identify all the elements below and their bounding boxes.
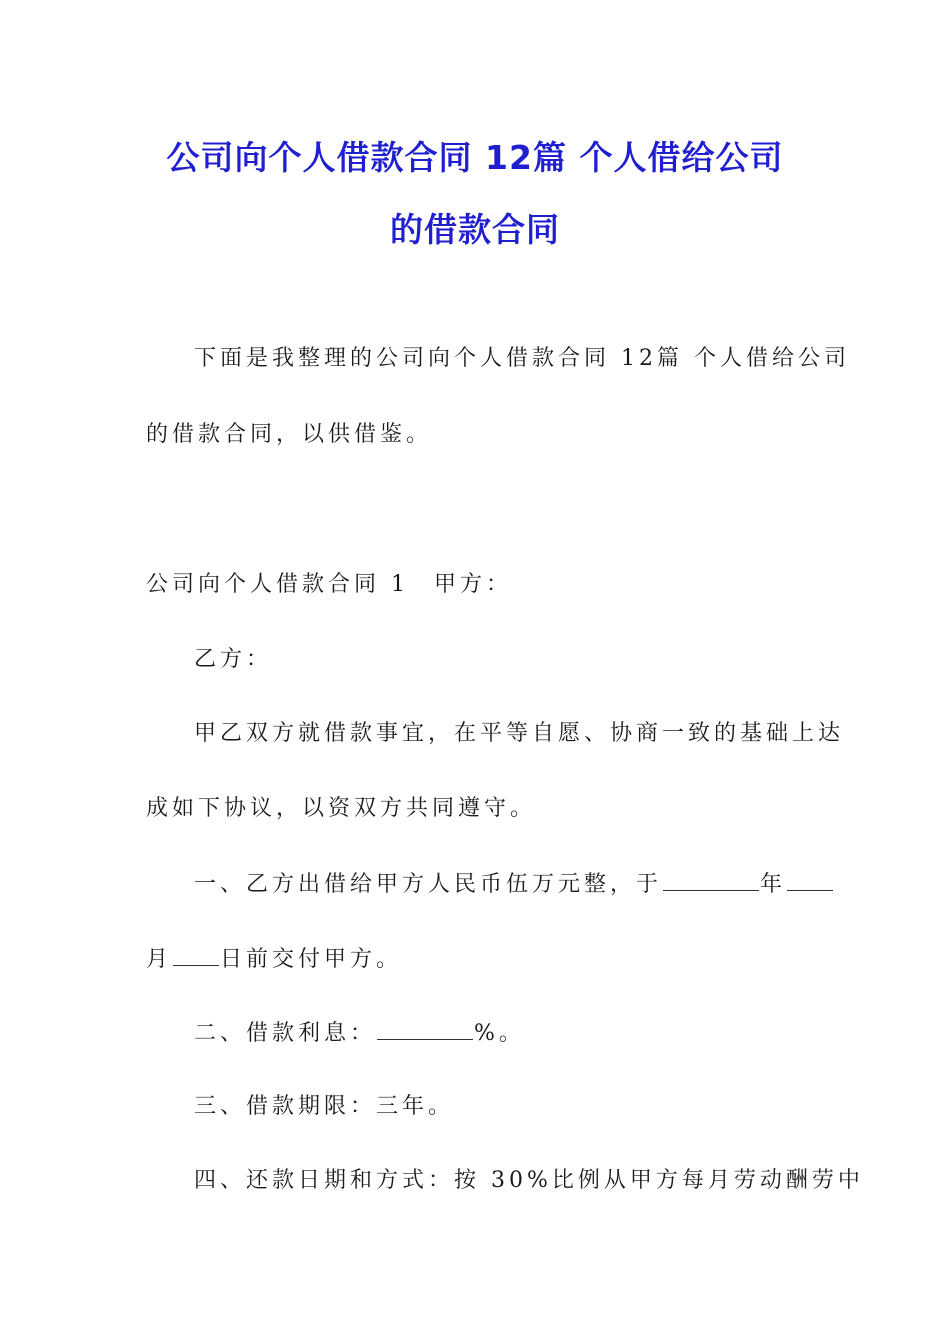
intro-line-1: 下面是我整理的公司向个人借款合同 12篇 个人借给公司 bbox=[194, 346, 850, 371]
day-blank bbox=[173, 943, 219, 966]
preamble-line-1: 甲乙双方就借款事宜，在平等自愿、协商一致的基础上达 bbox=[194, 721, 845, 746]
clause-2-text: 二、借款利息： bbox=[194, 1021, 377, 1046]
clause-1-month-label: 月 bbox=[146, 947, 173, 972]
month-blank-1 bbox=[787, 868, 833, 891]
clause-1-year-label: 年 bbox=[760, 872, 787, 897]
clause-1-line-2 bbox=[146, 943, 402, 975]
clause-1-line-1 bbox=[194, 868, 834, 900]
clause-2 bbox=[194, 1017, 525, 1049]
document-title-line-1: 公司向个人借款合同 12篇 个人借给公司 bbox=[166, 138, 784, 177]
clause-4-line-1: 四、还款日期和方式：按 30%比例从甲方每月劳动酬劳中 bbox=[194, 1168, 864, 1193]
interest-blank bbox=[377, 1017, 473, 1040]
clause-2-end-text: %。 bbox=[474, 1021, 525, 1046]
party-a-label: 甲方： bbox=[434, 572, 513, 597]
preamble-line-2: 成如下协议，以资双方共同遵守。 bbox=[146, 796, 537, 821]
clause-3: 三、借款期限：三年。 bbox=[194, 1094, 455, 1119]
document-title-line-2: 的借款合同 bbox=[390, 210, 560, 249]
year-blank bbox=[663, 868, 759, 891]
intro-line-2: 的借款合同，以供借鉴。 bbox=[146, 422, 433, 447]
clause-1-text: 一、乙方出借给甲方人民币伍万元整，于 bbox=[194, 872, 663, 897]
clause-1-end-text: 日前交付甲方。 bbox=[220, 947, 403, 972]
party-b-label: 乙方： bbox=[194, 647, 273, 672]
section-heading: 公司向个人借款合同 1 bbox=[146, 572, 409, 597]
